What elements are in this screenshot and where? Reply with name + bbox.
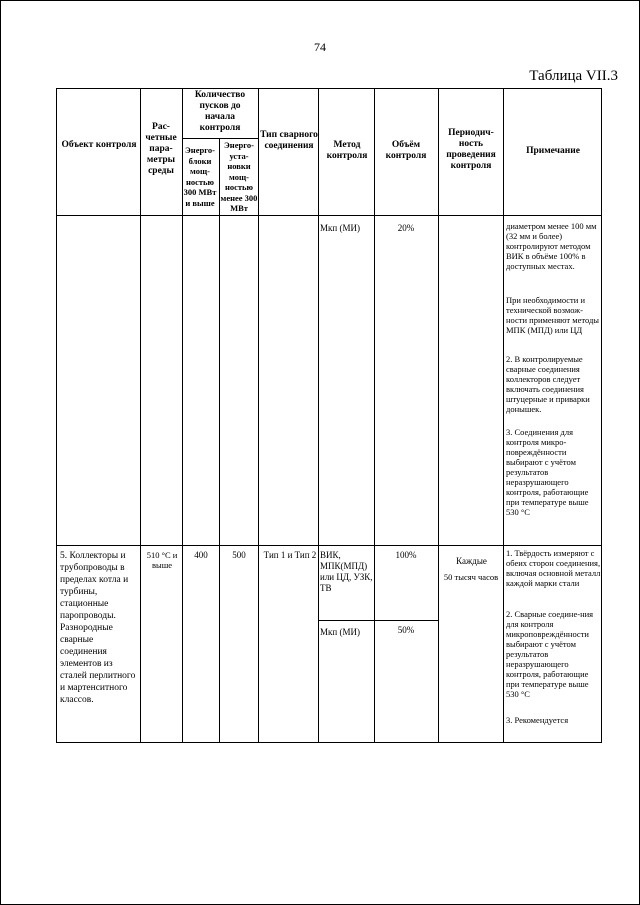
header-note: Примечание xyxy=(526,146,580,156)
row2-method-1: ВИК, МПК(МПД) или ЦД, УЗК, ТВ xyxy=(320,550,373,593)
header-starts: Количество пусков до начала контроля xyxy=(194,90,246,133)
row2-volume-2: 50% xyxy=(397,625,415,635)
row2-note-1: 1. Твёрдость измеряют с обеих сторон соединения, включая основной металл каждой марки стали xyxy=(506,548,601,588)
row1-note-2: При необходимости и технической возмож-ности применяют методы МПК (МПД) или ЦД xyxy=(506,295,600,335)
row1-volume: 20% xyxy=(397,223,415,233)
row2-weld-type: Тип 1 и Тип 2 xyxy=(263,550,317,560)
row2-starts-a: 400 xyxy=(194,550,208,560)
header-params: Рас-четные пара-метры среды xyxy=(145,122,177,176)
header-volume: Объём контроля xyxy=(385,140,427,161)
header-object: Объект контроля xyxy=(61,140,137,150)
row2-object: 5. Коллекторы и трубопроводы в пределах котла и турбины, стационные паропроводы. Разнородные сварные соединения элементов из сталей перлитного и мартенситного классов. xyxy=(60,551,136,705)
header-sub-a: Энерго-блоки мощ-ностью 300 МВт и выше xyxy=(183,145,217,208)
row2-period-2: 50 тысяч часов xyxy=(443,572,499,582)
row2-note-3: 3. Рекомендуется xyxy=(506,715,569,725)
row2-period-1: Каждые xyxy=(456,556,487,566)
table-title: Таблица VII.3 xyxy=(529,68,618,84)
row1-note-3: 2. В контролируемые сварные соединения коллекторов следует включать соединения штуцерные и приварки донышек. xyxy=(506,354,590,414)
row2-note-2: 2. Сварные соедине-ния для контроля микроповреждённости выбирают с учётом результатов неразрушающего контроля, работающие при температуре выше 530 °С xyxy=(506,609,594,699)
row2-volume-1: 100% xyxy=(395,550,417,560)
header-weld-type: Тип сварного соединения xyxy=(260,130,318,151)
row1-note-1: диаметром менее 100 мм (32 мм и более) контролируют методом ВИК в объёме 100% в доступных местах. xyxy=(506,221,597,271)
page-number: 74 xyxy=(314,40,326,54)
row1-method: Мкп (МИ) xyxy=(320,223,360,233)
row2-starts-b: 500 xyxy=(232,550,246,560)
row2-method-2: Мкп (МИ) xyxy=(320,627,360,637)
header-sub-b: Энерго-уста-новки мощ-ностью менее 300 МВт xyxy=(220,140,258,213)
row2-params: 510 °С и выше xyxy=(146,550,178,570)
header-period: Периодич-ность проведения контроля xyxy=(446,128,496,171)
header-method: Метод контроля xyxy=(326,140,368,161)
row1-note-4: 3. Соединения для контроля микро-повреждённости выбирают с учётом результатов неразрушающего контроля, работающие при температуре выше 530 °С xyxy=(506,427,589,517)
